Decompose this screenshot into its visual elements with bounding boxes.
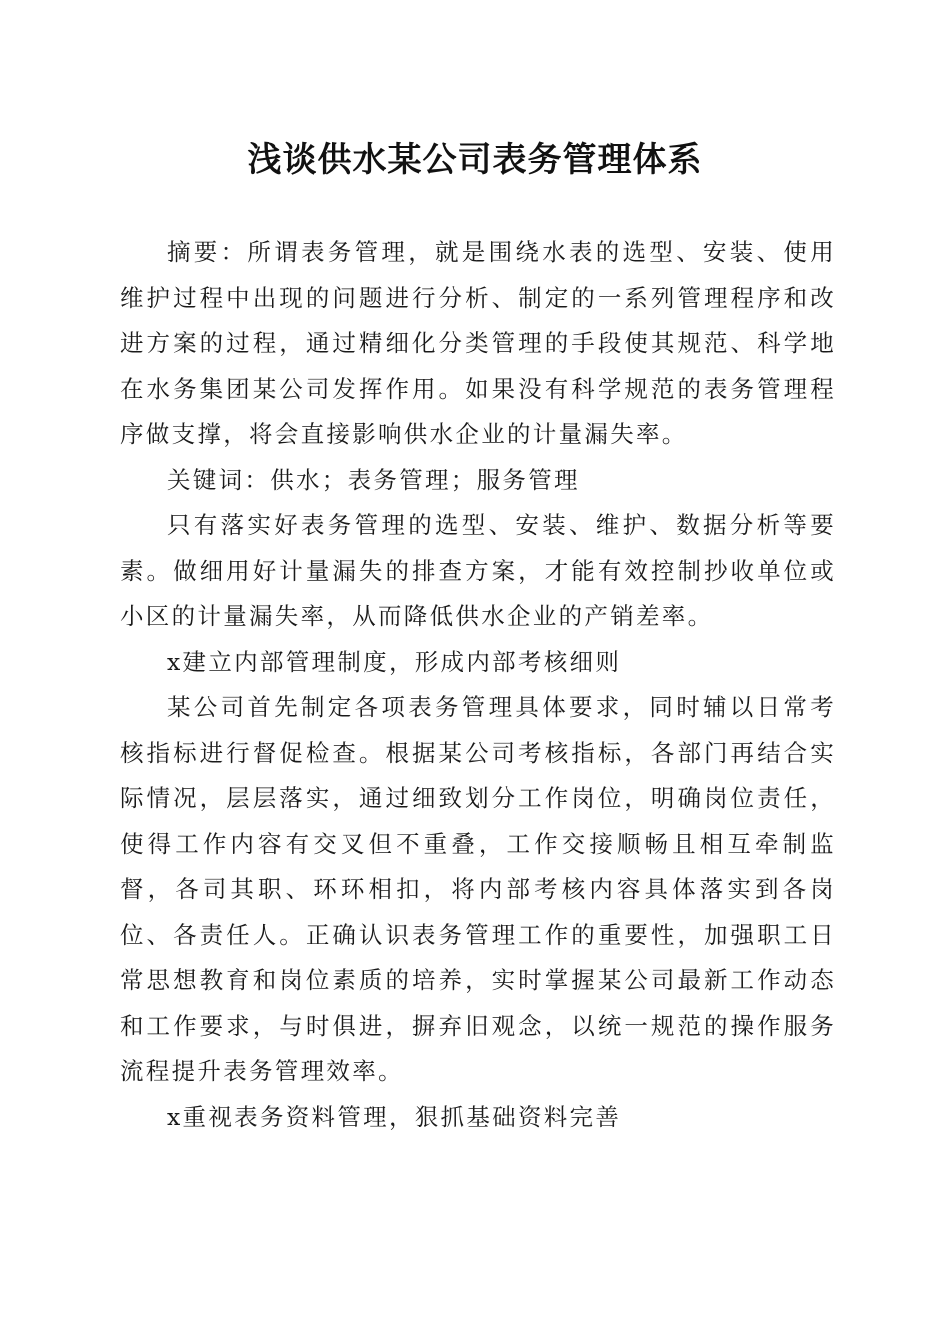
body-paragraph: 某公司首先制定各项表务管理具体要求，同时辅以日常考核指标进行督促检查。根据某公司考核指标，各部门再结合实际情况，层层落实，通过细致划分工作岗位，明确岗位责任，使得工作内容有交叉但不重叠，工作交接顺畅且相互牵制监督，各司其职、环环相扣，将内部考核内容具体落实到各岗位、各责任人。正确认识表务管理工作的重要性，加强职工日常思想教育和岗位素质的培养，实时掌握某公司最新工作动态和工作要求，与时俱进，摒弃旧观念，以统一规范的操作服务流程提升表务管理效率。 <box>120 693 836 1085</box>
document-body <box>120 230 836 1140</box>
abstract-paragraph: 摘要：所谓表务管理，就是围绕水表的选型、安装、使用维护过程中出现的问题进行分析、制定的一系列管理程序和改进方案的过程，通过精细化分类管理的手段使其规范、科学地在水务集团某公司发挥作用。如果没有科学规范的表务管理程序做支撑，将会直接影响供水企业的计量漏失率。 <box>120 238 836 448</box>
section-heading: x建立内部管理制度，形成内部考核细则 <box>167 647 622 676</box>
keywords-paragraph: 关键词：供水；表务管理；服务管理 <box>167 465 580 494</box>
document-title: 浅谈供水某公司表务管理体系 <box>247 140 703 180</box>
intro-paragraph: 只有落实好表务管理的选型、安装、维护、数据分析等要素。做细用好计量漏失的排查方案，才能有效控制抄收单位或小区的计量漏失率，从而降低供水企业的产销差率。 <box>120 511 836 630</box>
section-heading: x重视表务资料管理，狠抓基础资料完善 <box>167 1102 622 1131</box>
